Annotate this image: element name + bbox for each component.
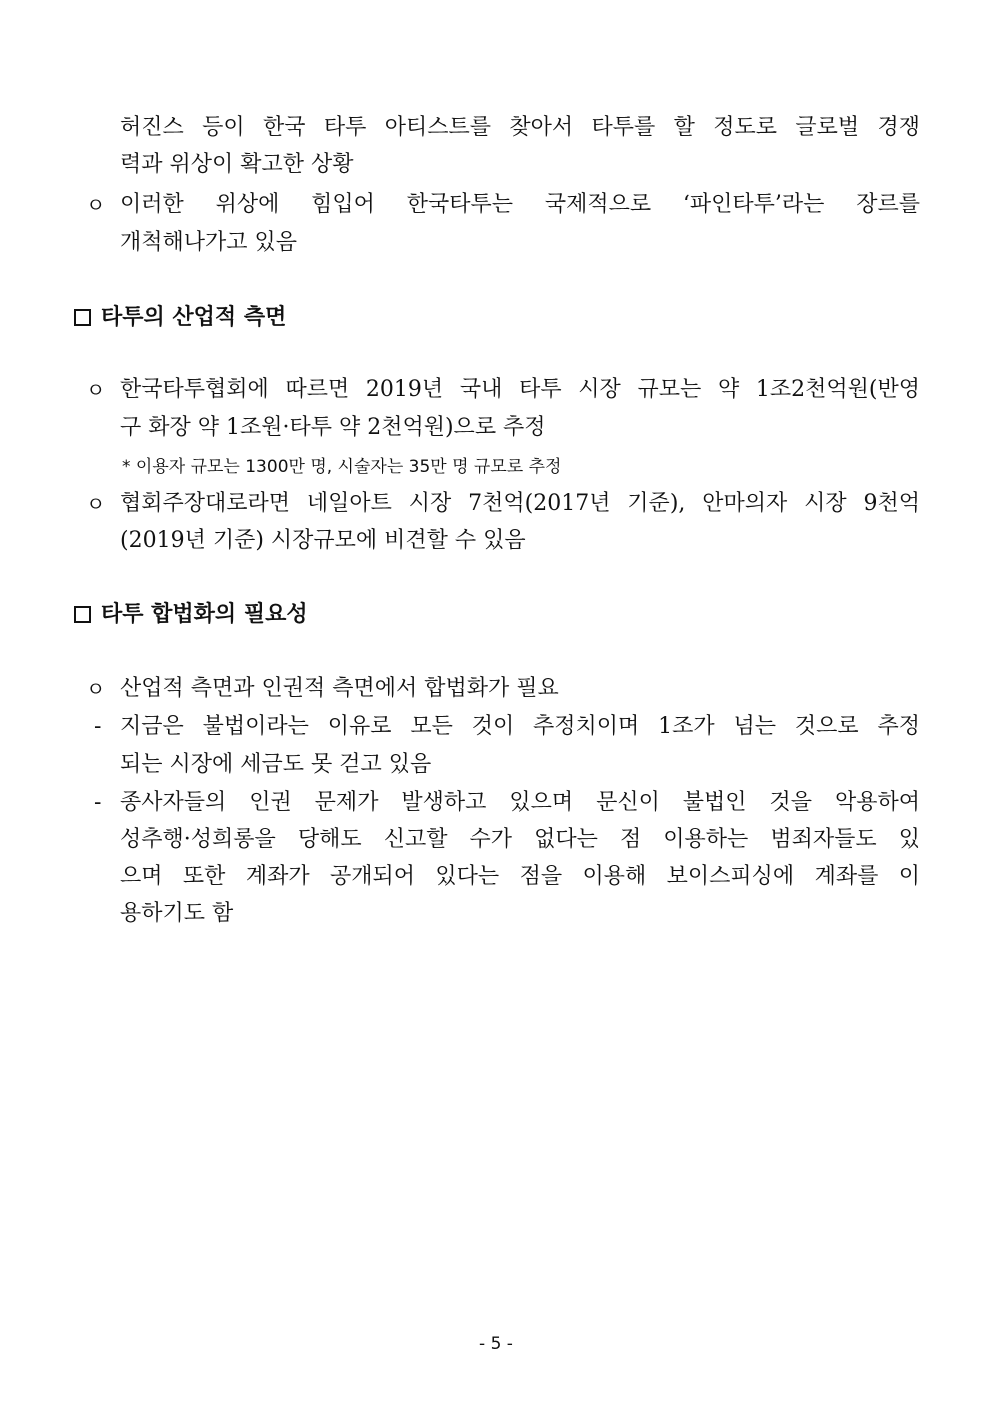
industry-bullet-2-line-2: (2019년 기준) 시장규모에 비견할 수 있음: [120, 528, 526, 553]
legal-dash-1-line-1: 지금은 불법이라는 이유로 모든 것이 추정치이며 1조가 넘는 것으로 추정: [120, 714, 920, 739]
intro-continuation-line-2: 력과 위상이 확고한 상황: [120, 152, 354, 177]
bullet-marker: ㅇ: [86, 677, 106, 701]
industry-bullet-1-line-1: 한국타투협회에 따르면 2019년 국내 타투 시장 규모는 약 1조2천억원(반영: [120, 377, 920, 402]
checkbox-square-icon: [74, 606, 91, 623]
dash-marker: -: [94, 714, 102, 739]
legal-dash-1-line-2: 되는 시장에 세금도 못 걷고 있음: [120, 752, 432, 777]
industry-note: * 이용자 규모는 1300만 명, 시술자는 35만 명 규모로 추정: [122, 457, 562, 477]
legal-dash-2-line-2: 성추행·성희롱을 당해도 신고할 수가 없다는 점 이용하는 범죄자들도 있: [120, 827, 920, 852]
industry-bullet-2-line-1: 협회주장대로라면 네일아트 시장 7천억(2017년 기준), 안마의자 시장 9천억: [120, 491, 920, 516]
section-heading-legalization-text: 타투 합법화의 필요성: [101, 602, 308, 627]
legal-dash-2-line-3: 으며 또한 계좌가 공개되어 있다는 점을 이용해 보이스피싱에 계좌를 이: [120, 864, 920, 889]
dash-marker: -: [94, 790, 102, 815]
intro-bullet-line-2: 개척해나가고 있음: [120, 230, 298, 255]
section-heading-legalization: [74, 600, 308, 630]
intro-continuation-line-1: 허진스 등이 한국 타투 아티스트를 찾아서 타투를 할 정도로 글로벌 경쟁: [120, 115, 920, 140]
page-number: - 5 -: [479, 1334, 513, 1354]
legal-dash-2-line-4: 용하기도 함: [120, 901, 234, 926]
intro-bullet-line-1: 이러한 위상에 힘입어 한국타투는 국제적으로 ‘파인타투’라는 장르를: [120, 192, 920, 217]
bullet-marker: ㅇ: [86, 492, 106, 516]
section-heading-industry-text: 타투의 산업적 측면: [101, 305, 287, 330]
legal-bullet-1-line-1: 산업적 측면과 인권적 측면에서 합법화가 필요: [120, 676, 559, 701]
industry-bullet-1-line-2: 구 화장 약 1조원·타투 약 2천억원)으로 추정: [120, 415, 546, 440]
legal-dash-2-line-1: 종사자들의 인권 문제가 발생하고 있으며 문신이 불법인 것을 악용하여: [120, 790, 920, 815]
checkbox-square-icon: [74, 309, 91, 326]
section-heading-industry: [74, 303, 286, 333]
bullet-marker: ㅇ: [86, 193, 106, 217]
bullet-marker: ㅇ: [86, 378, 106, 402]
